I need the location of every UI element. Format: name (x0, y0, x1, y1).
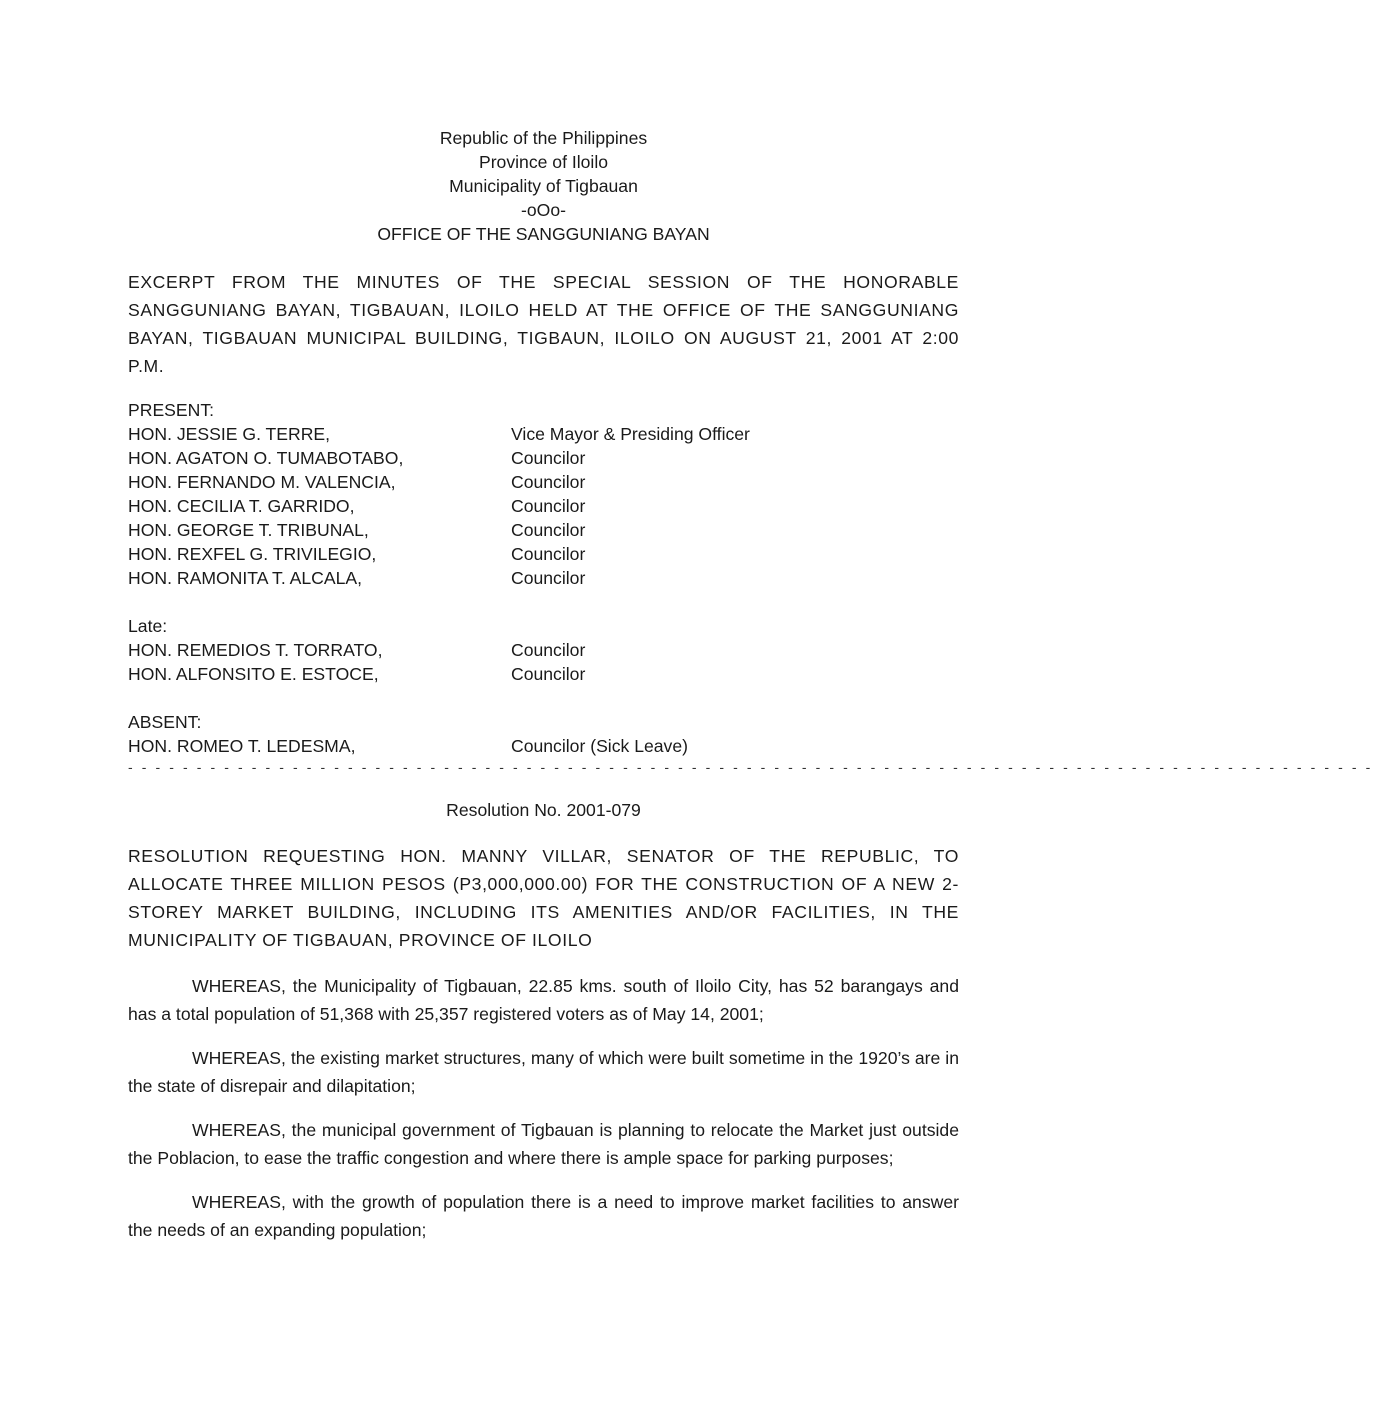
resolution-number: Resolution No. 2001-079 (446, 800, 641, 820)
whereas-clause: WHEREAS, the existing market structures, many of which were built sometime in the 1920’s are in the state of disrepair and dilapitation; (128, 1048, 959, 1096)
whereas-clause: WHEREAS, the Municipality of Tigbauan, 22.85 kms. south of Iloilo City, has 52 barangays and has a total population of 51,368 with 25,357 registered voters as of May 14, 2001; (128, 976, 959, 1024)
attendee-role: Councilor (511, 496, 586, 516)
letterhead-municipality: Municipality of Tigbauan (449, 176, 638, 196)
attendee-role: Councilor (Sick Leave) (511, 736, 688, 756)
attendance-absent (128, 710, 959, 758)
letterhead-province: Province of Iloilo (478, 152, 609, 172)
attendee-row (128, 494, 959, 518)
attendee-row (128, 470, 959, 494)
attendee-name: HON. ROMEO T. LEDESMA, (128, 736, 356, 756)
dashed-divider: - - - - - - - - - - - - - - - - - - - - - - - - - - - - - - - - - - - - - - - - - - - - - - - - - - - - - - - - - - - - - - - - - - - - - - - - - - - - - - - - - - - - - - - - - - - (128, 759, 1373, 775)
whereas-clause: WHEREAS, the municipal government of Tigbauan is planning to relocate the Market just outside the Poblacion, to ease the traffic congestion and where there is ample space for parking purposes; (128, 1120, 959, 1168)
letterhead-country: Republic of the Philippines (439, 128, 648, 148)
absent-label: ABSENT: (128, 712, 202, 732)
attendee-role: Councilor (511, 640, 586, 660)
resolution-title: RESOLUTION REQUESTING HON. MANNY VILLAR, SENATOR OF THE REPUBLIC, TO ALLOCATE THREE MILLION PESOS (P3,000,000.00) FOR THE CONSTRUCTION OF A NEW 2-STOREY MARKET BUILDING, INCLUDING ITS AMENITIES AND/OR FACILITIES, IN THE MUNICIPALITY OF TIGBAUAN, PROVINCE OF ILOILO (128, 846, 959, 950)
attendee-name: HON. REMEDIOS T. TORRATO, (128, 640, 383, 660)
attendee-name: HON. JESSIE G. TERRE, (128, 424, 331, 444)
minutes-excerpt: EXCERPT FROM THE MINUTES OF THE SPECIAL SESSION OF THE HONORABLE SANGGUNIANG BAYAN, TIGBAUAN, ILOILO HELD AT THE OFFICE OF THE SANGGUNIANG BAYAN, TIGBAUAN MUNICIPAL BUILDING, TIGBAUN, ILOILO ON AUGUST 21, 2001 AT 2:00 P.M. (128, 272, 959, 376)
attendee-role: Councilor (511, 664, 586, 684)
attendee-row (128, 542, 959, 566)
attendee-row (128, 422, 959, 446)
attendee-name: HON. FERNANDO M. VALENCIA, (128, 472, 396, 492)
whereas-clause: WHEREAS, with the growth of population there is a need to improve market facilities to answer the needs of an expanding population; (128, 1192, 959, 1240)
attendee-row (128, 566, 959, 590)
attendee-row (128, 734, 959, 758)
attendee-name: HON. REXFEL G. TRIVILEGIO, (128, 544, 377, 564)
attendee-name: HON. ALFONSITO E. ESTOCE, (128, 664, 379, 684)
attendee-name: HON. RAMONITA T. ALCALA, (128, 568, 362, 588)
letterhead-office: OFFICE OF THE SANGGUNIANG BAYAN (377, 224, 710, 244)
letterhead (128, 126, 959, 246)
attendee-row (128, 446, 959, 470)
attendee-role: Councilor (511, 448, 586, 468)
attendee-role: Councilor (511, 544, 586, 564)
attendee-role: Vice Mayor & Presiding Officer (511, 424, 750, 444)
document-page (128, 126, 1373, 1244)
attendee-role: Councilor (511, 472, 586, 492)
attendee-role: Councilor (511, 568, 586, 588)
attendee-row (128, 662, 959, 686)
attendance-late (128, 614, 959, 686)
attendee-name: HON. AGATON O. TUMABOTABO, (128, 448, 404, 468)
attendee-row (128, 518, 959, 542)
attendee-role: Councilor (511, 520, 586, 540)
attendee-name: HON. CECILIA T. GARRIDO, (128, 496, 355, 516)
present-label: PRESENT: (128, 400, 215, 420)
attendee-row (128, 638, 959, 662)
attendance-present (128, 398, 959, 590)
letterhead-ornament: -oOo- (521, 200, 566, 220)
late-label: Late: (128, 616, 168, 636)
attendee-name: HON. GEORGE T. TRIBUNAL, (128, 520, 369, 540)
